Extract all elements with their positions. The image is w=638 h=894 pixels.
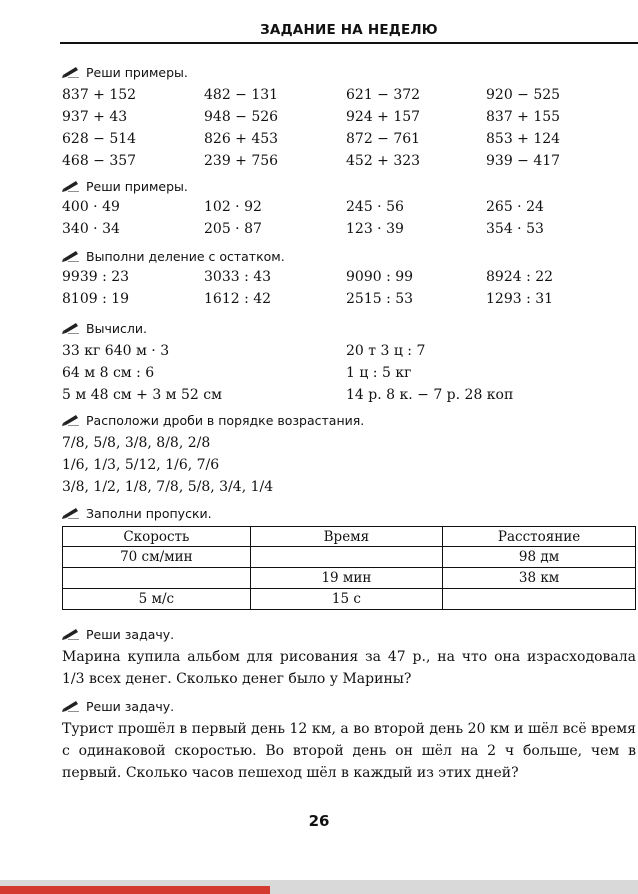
examples-row [62, 196, 638, 218]
section-heading-problem-2 [62, 698, 174, 716]
example: 102 · 92 [204, 199, 262, 215]
example: 354 · 53 [486, 221, 544, 237]
fractions-list: 1/6, 1/3, 5/12, 1/6, 7/6 [62, 457, 220, 473]
table-cell: 5 м/с [63, 589, 251, 610]
example: 340 · 34 [62, 221, 120, 237]
section-heading-text: Расположи дроби в порядке возрастания. [86, 413, 365, 428]
column-header: Расстояние [443, 527, 636, 547]
section-heading-table [62, 505, 212, 523]
pencil-icon [62, 699, 80, 717]
table-cell: 38 км [443, 568, 636, 589]
fractions-line [62, 476, 638, 498]
table-row [63, 547, 636, 568]
examples-row [62, 106, 638, 128]
page-bottom-edge [0, 880, 638, 894]
compute-example: 1 ц : 5 кг [346, 365, 412, 381]
table-row [63, 568, 636, 589]
example: 837 + 155 [486, 109, 561, 125]
example: 239 + 756 [204, 153, 279, 169]
compute-example: 5 м 48 см + 3 м 52 см [62, 387, 223, 403]
division-row [62, 266, 638, 288]
section-heading-problem-1 [62, 626, 174, 644]
division-example: 2515 : 53 [346, 291, 414, 307]
section-heading-fractions [62, 412, 364, 430]
table-cell: 19 мин [250, 568, 442, 589]
compute-row [62, 362, 638, 384]
example: 853 + 124 [486, 131, 561, 147]
example: 482 − 131 [204, 87, 279, 103]
division-example: 3033 : 43 [204, 269, 272, 285]
example: 920 − 525 [486, 87, 561, 103]
section-heading-text: Реши задачу. [86, 699, 175, 714]
fractions-line [62, 432, 638, 454]
compute-example: 20 т 3 ц : 7 [346, 343, 426, 359]
example: 400 · 49 [62, 199, 120, 215]
table-cell: 70 см/мин [63, 547, 251, 568]
examples-row [62, 150, 638, 172]
examples-row [62, 128, 638, 150]
example: 628 − 514 [62, 131, 137, 147]
section-heading-text: Реши задачу. [86, 627, 175, 642]
pencil-icon [62, 321, 80, 339]
fractions-line [62, 454, 638, 476]
section-heading-compute [62, 320, 147, 338]
division-example: 9939 : 23 [62, 269, 130, 285]
problem-text: Турист прошёл в первый день 12 км, а во второй день 20 км и шёл всё время с одинаковой скоростью. Во второй день он шёл на 2 ч больше, чем в первый. Сколько часов пешеход шёл в каждый из этих дней? [62, 721, 636, 781]
section-heading-text: Реши примеры. [86, 65, 188, 80]
division-example: 8109 : 19 [62, 291, 130, 307]
division-example: 1612 : 42 [204, 291, 272, 307]
table-cell [250, 547, 442, 568]
division-example: 1293 : 31 [486, 291, 554, 307]
compute-row [62, 340, 638, 362]
header-rule [60, 42, 638, 44]
table-cell [63, 568, 251, 589]
fractions-list: 3/8, 1/2, 1/8, 7/8, 5/8, 3/4, 1/4 [62, 479, 274, 495]
example: 939 − 417 [486, 153, 561, 169]
example: 621 − 372 [346, 87, 421, 103]
compute-example: 33 кг 640 м · 3 [62, 343, 170, 359]
pencil-icon [62, 65, 80, 83]
section-heading-text: Выполни деление с остатком. [86, 249, 285, 264]
examples-row [62, 84, 638, 106]
pencil-icon [62, 413, 80, 431]
pencil-icon [62, 506, 80, 524]
fill-gaps-table [62, 526, 636, 610]
example: 452 + 323 [346, 153, 421, 169]
page-number: 26 [308, 812, 330, 830]
division-example: 9090 : 99 [346, 269, 414, 285]
column-header: Время [250, 527, 442, 547]
page-title: ЗАДАНИЕ НА НЕДЕЛЮ [260, 22, 438, 38]
example: 265 · 24 [486, 199, 544, 215]
example: 924 + 157 [346, 109, 421, 125]
compute-example: 64 м 8 см : 6 [62, 365, 155, 381]
table-row [63, 589, 636, 610]
table-cell: 15 с [250, 589, 442, 610]
column-header: Скорость [63, 527, 251, 547]
pencil-icon [62, 627, 80, 645]
table-cell: 98 дм [443, 547, 636, 568]
compute-row [62, 384, 638, 406]
section-heading-examples-2 [62, 178, 188, 196]
problem-text: Марина купила альбом для рисования за 47 р., на что она израсходовала 1/3 всех денег. Сколько денег было у Марины? [62, 649, 636, 687]
accent-strip [0, 886, 270, 894]
example: 937 + 43 [62, 109, 128, 125]
section-heading-division [62, 248, 285, 266]
division-row [62, 288, 638, 310]
example: 872 − 761 [346, 131, 421, 147]
example: 948 − 526 [204, 109, 279, 125]
example: 826 + 453 [204, 131, 279, 147]
example: 837 + 152 [62, 87, 137, 103]
examples-row [62, 218, 638, 240]
section-heading-examples-1 [62, 64, 188, 82]
fractions-list: 7/8, 5/8, 3/8, 8/8, 2/8 [62, 435, 211, 451]
table-cell [443, 589, 636, 610]
example: 123 · 39 [346, 221, 404, 237]
section-heading-text: Реши примеры. [86, 179, 188, 194]
example: 205 · 87 [204, 221, 262, 237]
section-heading-text: Заполни пропуски. [86, 506, 212, 521]
pencil-icon [62, 179, 80, 197]
division-example: 8924 : 22 [486, 269, 554, 285]
compute-example: 14 р. 8 к. − 7 р. 28 коп [346, 387, 514, 403]
example: 245 · 56 [346, 199, 404, 215]
example: 468 − 357 [62, 153, 137, 169]
section-heading-text: Вычисли. [86, 321, 147, 336]
table-header-row [63, 527, 636, 547]
pencil-icon [62, 249, 80, 267]
